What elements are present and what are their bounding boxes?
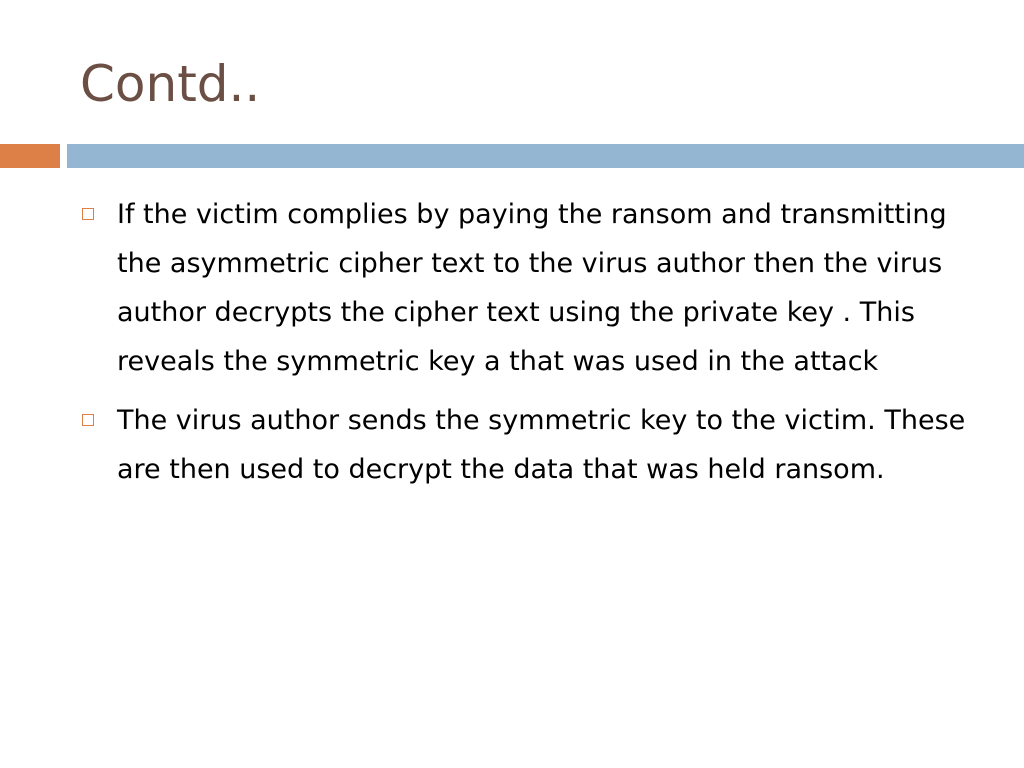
bullet-list bbox=[80, 190, 985, 504]
bullet-item bbox=[80, 190, 985, 386]
slide-title: Contd.. bbox=[80, 55, 261, 113]
square-bullet-icon bbox=[82, 414, 94, 426]
square-bullet-icon bbox=[82, 208, 94, 220]
bullet-item bbox=[80, 396, 985, 494]
bullet-text: If the victim complies by paying the ransom and transmitting the asymmetric cipher text to the virus author then the virus author decrypts the cipher text using the private key . This reveals the symmetric key a that was used in the attack bbox=[117, 199, 947, 377]
bullet-text: The virus author sends the symmetric key to the victim. These are then used to decrypt the data that was held ransom. bbox=[117, 405, 966, 485]
title-divider-bar bbox=[67, 144, 1024, 168]
accent-bar bbox=[0, 144, 60, 168]
